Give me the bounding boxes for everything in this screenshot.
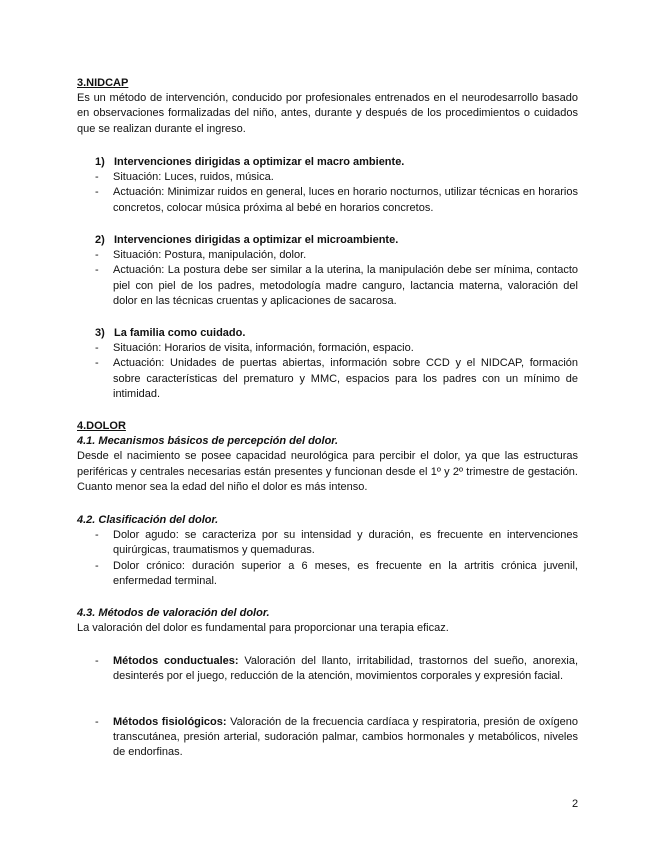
bullet-dash: -: [95, 171, 99, 184]
bullet-dash: -: [95, 186, 99, 199]
subsection-title: 4.1. Mecanismos básicos de percepción del dolor.: [77, 435, 339, 448]
section-title-dolor: 4.DOLOR: [77, 420, 126, 432]
group-number: 1): [95, 156, 105, 168]
bullet-dash: -: [95, 357, 99, 370]
bullet-dash: -: [95, 716, 99, 728]
list-item-text: Situación: Horarios de visita, información, formación, espacio.: [113, 342, 414, 355]
method-text: Valoración de la frecuencia cardíaca y respiratoria, presión de oxígeno transcutánea, presión arterial, sudoración palmar, cambios hormonales y metabólicos, niveles de endorfinas.: [113, 716, 579, 759]
list-item: [77, 654, 578, 684]
subsection-4-3: [77, 606, 578, 636]
list-item: [77, 356, 578, 402]
list-item: [77, 715, 578, 761]
subsection-title: 4.2. Clasificación del dolor.: [77, 514, 219, 526]
subsection-title: 4.3. Métodos de valoración del dolor.: [77, 607, 270, 619]
nidcap-group-2: [77, 233, 578, 309]
group-heading: [77, 326, 578, 341]
list-item-text: [113, 715, 578, 761]
list-item-text: Actuación: La postura debe ser similar a la uterina, la manipulación debe ser mínima, contacto piel con piel de los padres, metodología madre canguro, lactancia materna, valoración del dolor en las técnicas cruentas y aplicaciones de sacarosa.: [113, 264, 578, 307]
list-item-text: Situación: Postura, manipulación, dolor.: [113, 249, 307, 262]
list-item-text: Actuación: Minimizar ruidos en general, luces en horario nocturnos, utilizar técnicas en horarios concretos, colocar música próxima al bebé en horarios concretos.: [113, 186, 578, 214]
bullet-dash: -: [95, 342, 99, 355]
bullet-dash: -: [95, 529, 99, 542]
bullet-dash: -: [95, 264, 99, 277]
list-item-text: [113, 654, 578, 684]
group-number: 3): [95, 327, 105, 339]
group-heading: [77, 155, 578, 170]
list-item: [77, 528, 578, 558]
list-item-text: Dolor crónico: duración superior a 6 meses, es frecuente en la artritis crónica juvenil, enfermedad terminal.: [113, 559, 578, 587]
method-item: [77, 654, 578, 684]
method-item: [77, 715, 578, 761]
section-title-nidcap: 3.NIDCAP: [77, 77, 129, 89]
nidcap-group-1: [77, 155, 578, 216]
list-item: [77, 170, 578, 185]
group-heading-text: La familia como cuidado.: [114, 327, 246, 339]
list-item-text: Actuación: Unidades de puertas abiertas, información sobre CCD y el NIDCAP, formación sobre características del prematuro y MMC, espacios para los padres con un mínimo de intimidad.: [113, 357, 578, 400]
method-label: Métodos conductuales:: [113, 655, 239, 667]
section-4: [77, 419, 578, 495]
list-item: [77, 248, 578, 263]
list-item: [77, 185, 578, 215]
list-item: [77, 341, 578, 356]
group-number: 2): [95, 234, 105, 246]
list-item-text: Dolor agudo: se caracteriza por su intensidad y duración, es frecuente en intervenciones quirúrgicas, traumatismos y quemaduras.: [113, 529, 578, 557]
bullet-dash: -: [95, 655, 99, 667]
group-heading-text: Intervenciones dirigidas a optimizar el macro ambiente.: [114, 156, 405, 168]
nidcap-group-3: [77, 326, 578, 402]
method-label: Métodos fisiológicos:: [113, 716, 227, 728]
bullet-dash: -: [95, 559, 99, 572]
list-item: [77, 263, 578, 309]
group-heading: [77, 233, 578, 248]
section-3: [77, 76, 578, 137]
method-text: Valoración del llanto, irritabilidad, trastornos del sueño, anorexia, desinterés por el juego, reducción de la atención, movimientos corporales y expresión facial.: [113, 655, 578, 683]
bullet-dash: -: [95, 249, 99, 262]
nidcap-intro: Es un método de intervención, conducido por profesionales entrenados en el neurodesarrollo basado en observaciones formalizadas del niño, antes, durante y después de los procedimientos o cuidados que se realizan durante el ingreso.: [77, 92, 578, 135]
paragraph: La valoración del dolor es fundamental para proporcionar una terapia eficaz.: [77, 622, 449, 635]
subsection-4-2: [77, 513, 578, 589]
list-item-text: Situación: Luces, ruidos, música.: [113, 171, 274, 184]
list-item: [77, 559, 578, 589]
page-number: 2: [572, 798, 579, 810]
group-heading-text: Intervenciones dirigidas a optimizar el microambiente.: [114, 234, 399, 246]
paragraph: Desde el nacimiento se posee capacidad neurológica para percibir el dolor, ya que las estructuras periféricas y centrales necesarias están presentes y funcionan desde el 1º y 2º trimestre de gestación. Cuanto menor sea la edad del niño el dolor es más intenso.: [77, 450, 578, 493]
